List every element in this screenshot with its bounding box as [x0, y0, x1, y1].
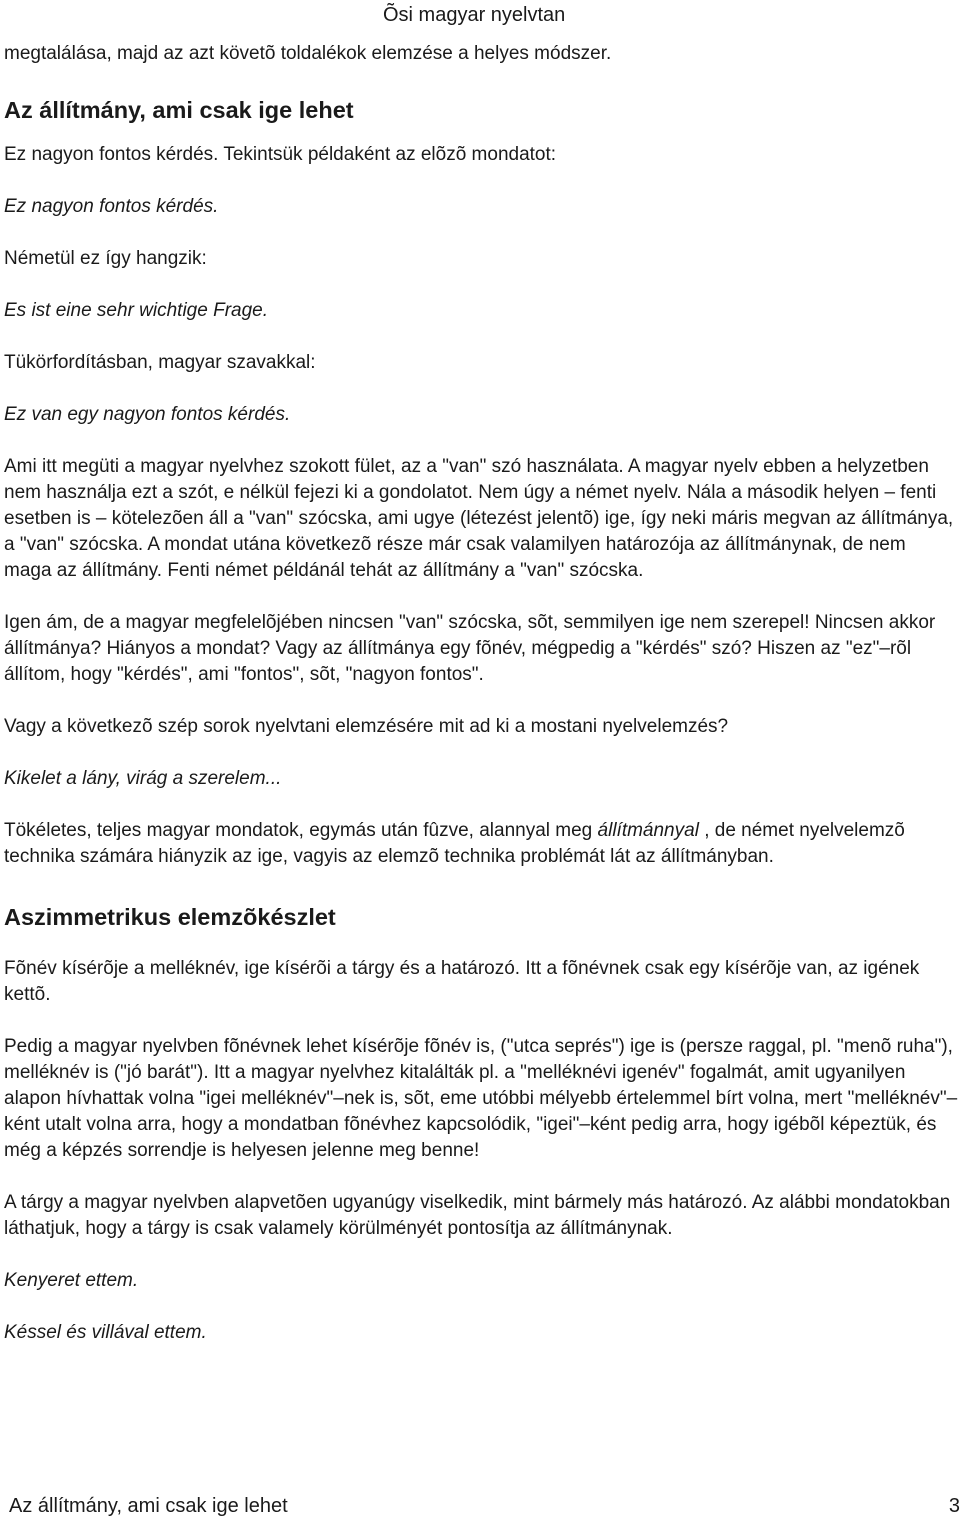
footer-page-number: 3 — [948, 1495, 960, 1517]
paragraph-nemetul: Németül ez így hangzik: — [4, 248, 207, 269]
paragraph-pedig: Pedig a magyar nyelvben fõnévnek lehet kísérõje fõnév is, ("utca seprés") ige is (persze raggal, pl. "menõ ruha"), melléknév is ("jó barát"). Itt a magyar nyelvhez kitalálták pl. a "melléknévi igenév" fogalmát, amit ugyanilyen alapon hívhattak volna "igei melléknév"–nek is, sõt, eme utóbbi mélyebb értelemmel bírt volna, mert "melléknév"–ként utalt volna arra, hogy a mondatban fõnévhez kapcsolódik, "igei"–ként pedig arra, hogy igébõl képeztük, és még a képzés sorrendje is helyesen jelenne meg benne! — [4, 1036, 958, 1161]
example-sentence-2: Es ist eine sehr wichtige Frage. — [4, 300, 269, 321]
example-sentence-5: Kenyeret ettem. — [4, 1270, 139, 1291]
paragraph-tokeletes — [4, 818, 958, 870]
section-heading-allitmany: Az állítmány, ami csak ige lehet — [4, 97, 354, 123]
running-header-title: Õsi magyar nyelvtan — [383, 4, 566, 26]
paragraph-tukorforditas: Tükörfordításban, magyar szavakkal: — [4, 352, 316, 373]
paragraph-intro: megtalálása, majd az azt követõ toldalékok elemzése a helyes módszer. — [4, 43, 612, 64]
example-sentence-4: Kikelet a lány, virág a szerelem... — [4, 768, 282, 789]
paragraph-tokeletes-part-2: , de német nyelvelemzõ technika számára hiányzik az ige, vagyis az elemzõ technika problémát lát az állítmányban. — [4, 820, 905, 867]
footer-section-title: Az állítmány, ami csak ige lehet — [9, 1495, 288, 1517]
paragraph-targy: A tárgy a magyar nyelvben alapvetõen ugyanúgy viselkedik, mint bármely más határozó. Az alábbi mondatokban láthatjuk, hogy a tárgy is csak valamely körülményét pontosítja az állítmánynak. — [4, 1192, 951, 1239]
example-sentence-3: Ez van egy nagyon fontos kérdés. — [4, 404, 291, 425]
paragraph-vagy: Vagy a következõ szép sorok nyelvtani elemzésére mit ad ki a mostani nyelvelemzés? — [4, 716, 729, 737]
paragraph-tokeletes-part-1: Tökéletes, teljes magyar mondatok, egymás után fûzve, alannyal meg — [4, 820, 598, 841]
paragraph-van-szo: Ami itt megüti a magyar nyelvhez szokott fület, az a "van" szó használata. A magyar nyelv ebben a helyzetben nem használja ezt a szót, e nélkül fejezi ki a gondolatot. Nem úgy a német nyelv. Nála a második helyen – fenti esetben is – kötelezõen áll a "van" szócska, ami ugye (létezést jelentõ) ige, így neki máris megvan az állítmánya, a "van" szócska. A mondat utána következõ része már csak valamilyen határozója az állítmánynak, de nem maga az állítmány. Fenti német példánál tehát az állítmány a "van" szócska. — [4, 456, 954, 581]
document-body — [4, 41, 958, 1346]
paragraph-fonev-kisero: Fõnév kísérõje a melléknév, ige kísérõi a tárgy és a határozó. Itt a fõnévnek csak egy kísérõje van, az igének kettõ. — [4, 958, 920, 1005]
example-sentence-1: Ez nagyon fontos kérdés. — [4, 196, 219, 217]
section-heading-aszimmetrikus: Aszimmetrikus elemzõkészlet — [4, 904, 336, 930]
paragraph-tokeletes-emphasis: állítmánnyal — [597, 820, 699, 841]
paragraph-kerdes: Ez nagyon fontos kérdés. Tekintsük példaként az elõzõ mondatot: — [4, 144, 557, 165]
paragraph-igen-am: Igen ám, de a magyar megfelelõjében nincsen "van" szócska, sõt, semmilyen ige nem szerepel! Nincsen akkor állítmánya? Hiányos a mondat? Vagy az állítmánya egy fõnév, mégpedig a "kérdés" szó? Hiszen az "ez"–rõl állítom, hogy "kérdés", ami "fontos", sõt, "nagyon fontos". — [4, 612, 936, 685]
example-sentence-6: Késsel és villával ettem. — [4, 1322, 207, 1343]
